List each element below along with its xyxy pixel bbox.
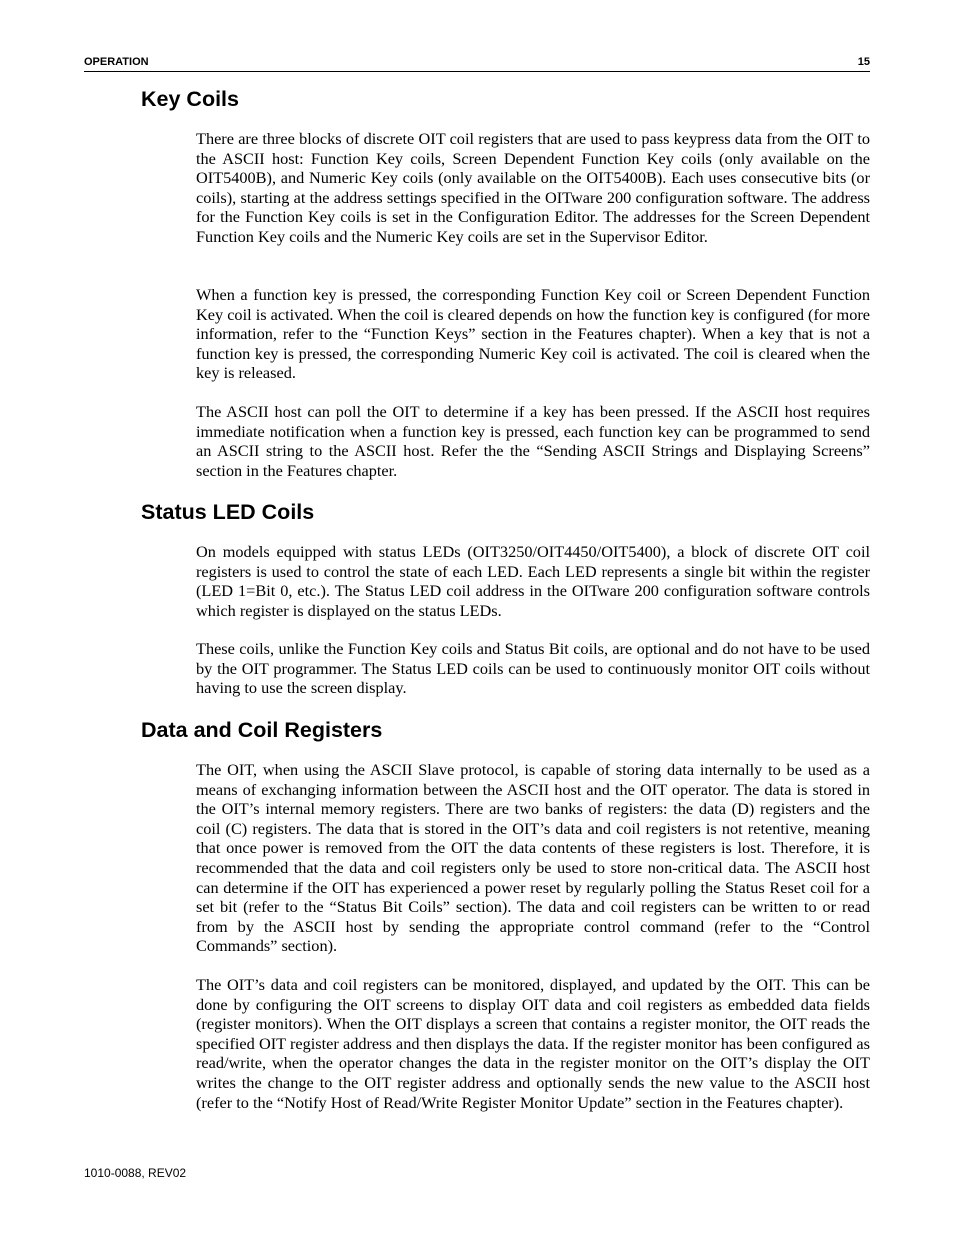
paragraph: The ASCII host can poll the OIT to determine if a key has been pressed. If the ASCII host requires immediate notification when a function key is pressed, each function key can be programmed to send an ASCII string to the ASCII host. Refer the the “Sending ASCII Strings and Displaying Screens” section in the Features chapter. bbox=[196, 402, 870, 480]
paragraph: On models equipped with status LEDs (OIT3250/OIT4450/OIT5400), a block of discrete OIT coil registers is used to control the state of each LED. Each LED represents a single bit within the register (LED 1=Bit 0, etc.). The Status LED coil address in the OITware 200 configuration software controls which register is displayed on the status LEDs. bbox=[196, 542, 870, 620]
heading-status-led-coils: Status LED Coils bbox=[141, 500, 315, 524]
heading-key-coils: Key Coils bbox=[141, 87, 239, 111]
paragraph: The OIT, when using the ASCII Slave protocol, is capable of storing data internally to be used as a means of exchanging information between the ASCII host and the OIT operator. The data is stored in the OIT’s internal memory registers. There are two banks of registers: the data (D) registers and the coil (C) registers. The data that is stored in the OIT’s data and coil registers is not retentive, meaning that once power is removed from the OIT the data contents of these registers is lost. Therefore, it is recommended that the data and coil registers only be used to store non-critical data. The ASCII host can determine if the OIT has experienced a power reset by regularly polling the Status Reset coil for a set bit (refer to the “Status Bit Coils” section). The data and coil registers can be written to or read from by the ASCII host by sending the appropriate control command (refer to the “Control Commands” section). bbox=[196, 760, 870, 956]
paragraph: The OIT’s data and coil registers can be monitored, displayed, and updated by the OIT. This can be done by configuring the OIT screens to display OIT data and coil registers as embedded data fields (register monitors). When the OIT displays a screen that contains a register monitor, the OIT reads the specified OIT register address and then displays the data. If the register monitor has been configured as read/write, when the operator changes the data in the register monitor on the OIT’s display the OIT writes the change to the OIT register address and optionally sends the new value to the ASCII host (refer to the “Notify Host of Read/Write Register Monitor Update” section in the Features chapter). bbox=[196, 975, 870, 1112]
paragraph: There are three blocks of discrete OIT coil registers that are used to pass keypress data from the OIT to the ASCII host: Function Key coils, Screen Dependent Function Key coils (only available on the OIT5400B), and Numeric Key coils (only available on the OIT5400B). Each uses consecutive bits (or coils), starting at the address settings specified in the OITware 200 configuration software. The address for the Function Key coils is set in the Configuration Editor. The addresses for the Screen Dependent Function Key coils and the Numeric Key coils are set in the Supervisor Editor. bbox=[196, 129, 870, 246]
page-number: 15 bbox=[857, 56, 870, 68]
paragraph: These coils, unlike the Function Key coils and Status Bit coils, are optional and do not have to be used by the OIT programmer. The Status LED coils can be used to continuously monitor OIT coils without having to use the screen display. bbox=[196, 639, 870, 698]
document-id-footer: 1010-0088, REV02 bbox=[84, 1166, 187, 1180]
heading-data-and-coil-registers: Data and Coil Registers bbox=[141, 718, 383, 742]
running-head-section: OPERATION bbox=[84, 56, 149, 68]
paragraph: When a function key is pressed, the corresponding Function Key coil or Screen Dependent Function Key coil is activated. When the coil is cleared depends on how the function key is configured (for more information, refer to the “Function Keys” section in the Features chapter). When a key that is not a function key is pressed, the corresponding Numeric Key coil is activated. The coil is cleared when the key is released. bbox=[196, 285, 870, 383]
page-header bbox=[84, 55, 870, 72]
